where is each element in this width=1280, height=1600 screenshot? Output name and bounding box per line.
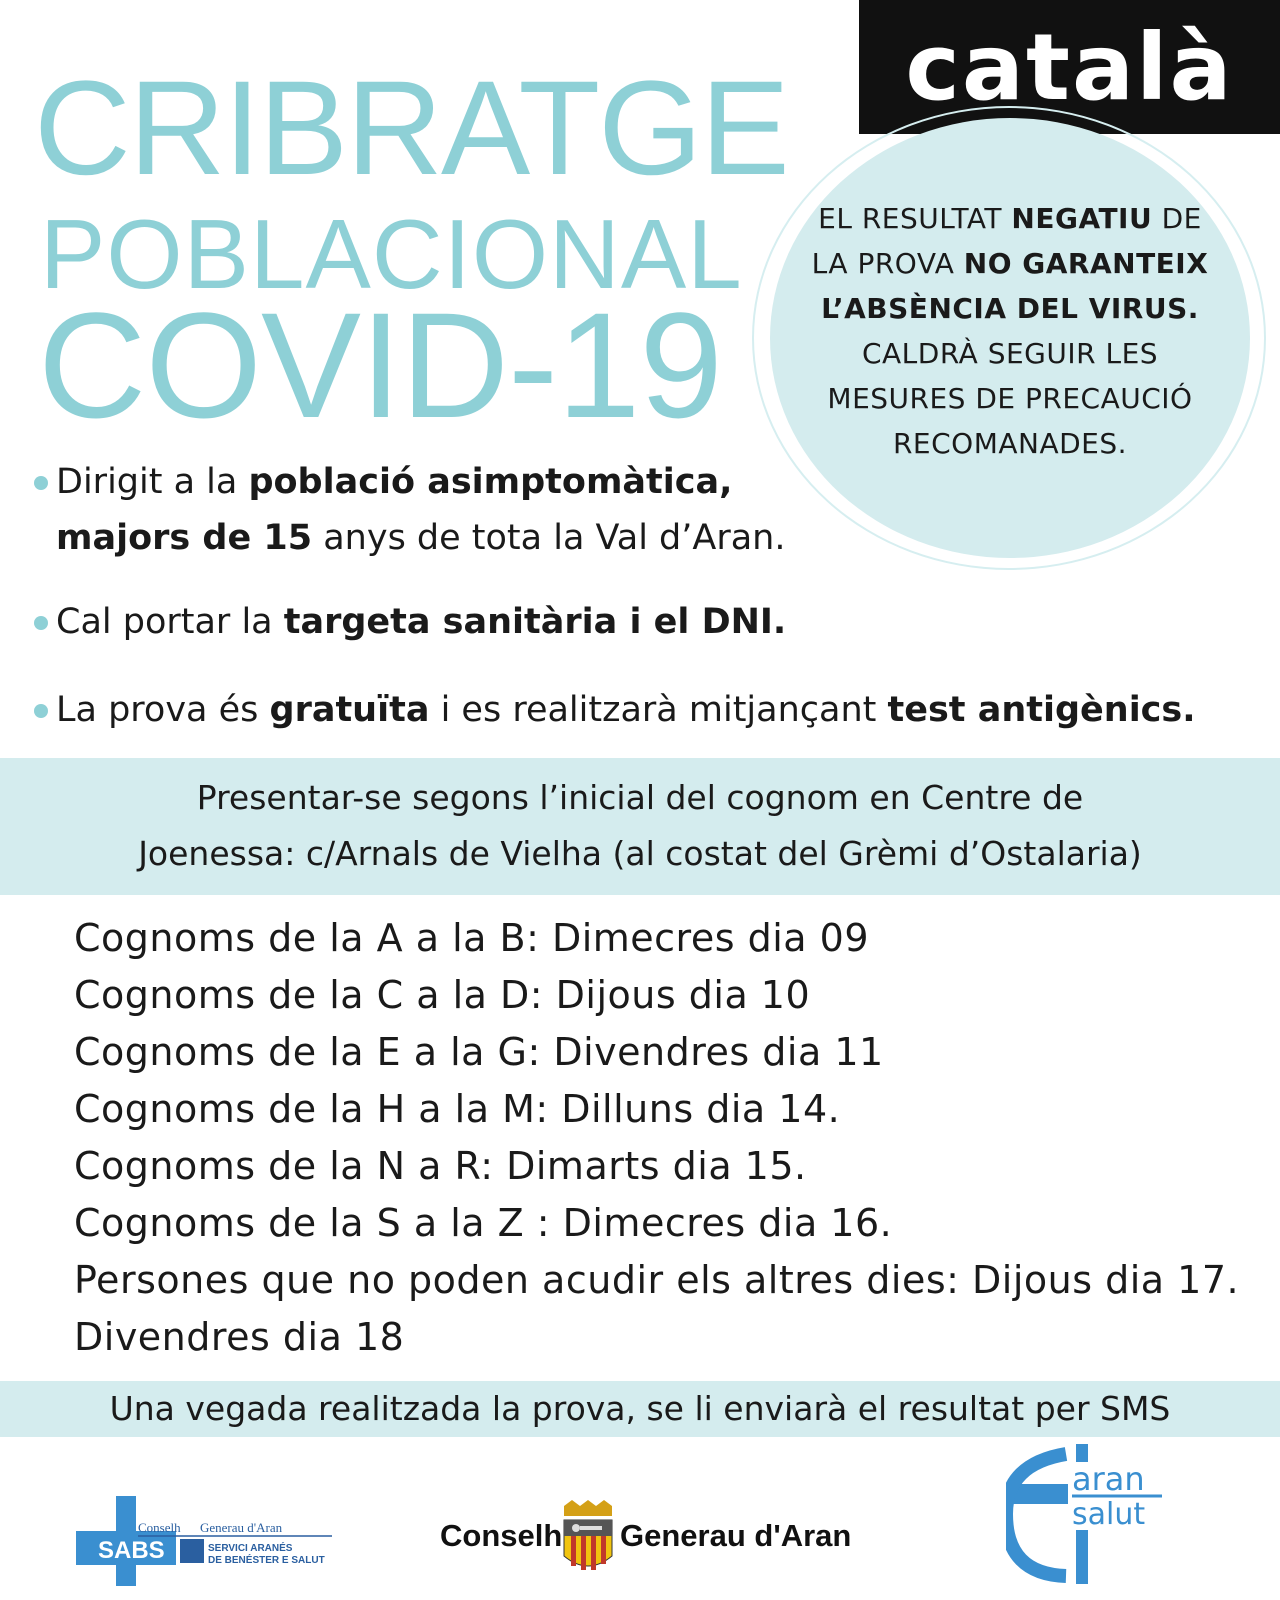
schedule-item: Persones que no poden acudir els altres dies: Dijous dia 17. (74, 1258, 1240, 1302)
bullet-text: Dirigit a la (56, 462, 249, 502)
bullet-dot-icon (34, 704, 48, 718)
bullet-bold: població asimptomàtica, (248, 462, 733, 502)
bullet-text: i es realitzarà mitjançant (429, 690, 888, 730)
location-line-2: Joenessa: c/Arnals de Vielha (al costat del Grèmi d’Ostalaria) (138, 834, 1142, 873)
schedule-item: Divendres dia 18 (74, 1315, 405, 1359)
language-tag: català (859, 0, 1280, 134)
schedule-item: Cognoms de la H a la M: Dilluns dia 14. (74, 1087, 841, 1131)
sabs-top2: Generau d'Aran (200, 1520, 283, 1535)
sabs-sub2: DE BENÉSTER E SALUT (208, 1555, 325, 1566)
salut-word: salut (1072, 1497, 1146, 1532)
bullet-documents (34, 594, 786, 650)
bullet-text: anys de tota la Val d’Aran. (312, 518, 786, 558)
bullet-text: Cal portar la (56, 602, 284, 642)
warning-l2a: LA PROVA (811, 247, 964, 280)
schedule-item: Cognoms de la S a la Z : Dimecres dia 16. (74, 1201, 893, 1245)
warning-text (790, 196, 1230, 466)
coat-of-arms-icon (564, 1500, 612, 1570)
bullet-bold: majors de 15 (56, 518, 313, 558)
bullet-bold: targeta sanitària i el DNI. (283, 602, 787, 642)
bullet-dot-icon (34, 616, 48, 630)
warning-l5: MESURES DE PRECAUCIÓ (827, 382, 1193, 415)
title-line-3: COVID-19 (38, 281, 722, 449)
warning-no-guarantee: NO GARANTEIX (963, 247, 1209, 280)
warning-l1a: EL RESULTAT (818, 202, 1012, 235)
schedule-item: Cognoms de la N a R: Dimarts dia 15. (74, 1144, 807, 1188)
sabs-logo (76, 1496, 346, 1586)
title-line-1: CRIBRATGE (34, 54, 788, 203)
bullet-bold: test antigènics. (887, 690, 1196, 730)
location-line-1: Presentar-se segons l’inicial del cognom en Centre de (196, 778, 1084, 817)
aran-arc (1006, 1454, 1066, 1576)
bullet-text: La prova és (56, 690, 270, 730)
warning-negative: NEGATIU (1011, 202, 1153, 235)
warning-l1c: DE (1152, 202, 1202, 235)
bullet-free-test (34, 682, 1196, 738)
sabs-top1: Conselh (138, 1520, 181, 1535)
sms-note: Una vegada realitzada la prova, se li enviarà el resultat per SMS (109, 1389, 1171, 1428)
sabs-shield-icon (180, 1539, 204, 1563)
schedule-item: Cognoms de la E a la G: Divendres dia 11 (74, 1030, 884, 1074)
consell-right: Generau d'Aran (620, 1518, 852, 1553)
bullet-target-population (34, 454, 785, 566)
warning-l6: RECOMANADES. (892, 427, 1128, 460)
sabs-badge: SABS (98, 1537, 165, 1564)
warning-l4: CALDRÀ SEGUIR LES (861, 337, 1159, 370)
consell-left: Conselh (440, 1518, 563, 1553)
aran-salut-logo (1006, 1444, 1176, 1584)
bullet-bold: gratuïta (269, 690, 430, 730)
sms-note-band (0, 1381, 1280, 1437)
title-line-2: POBLACIONAL (40, 199, 743, 309)
schedule-item: Cognoms de la A a la B: Dimecres dia 09 (74, 916, 869, 960)
schedule-item: Cognoms de la C a la D: Dijous dia 10 (74, 973, 811, 1017)
sabs-sub1: SERVICI ARANÉS (208, 1543, 293, 1554)
schedule-list (74, 910, 1239, 1366)
consell-logo (440, 1498, 880, 1578)
aran-word: aran (1072, 1460, 1145, 1498)
warning-absence: L’ABSÈNCIA DEL VIRUS. (821, 292, 1199, 325)
location-band (0, 758, 1280, 895)
bullet-dot-icon (34, 476, 48, 490)
